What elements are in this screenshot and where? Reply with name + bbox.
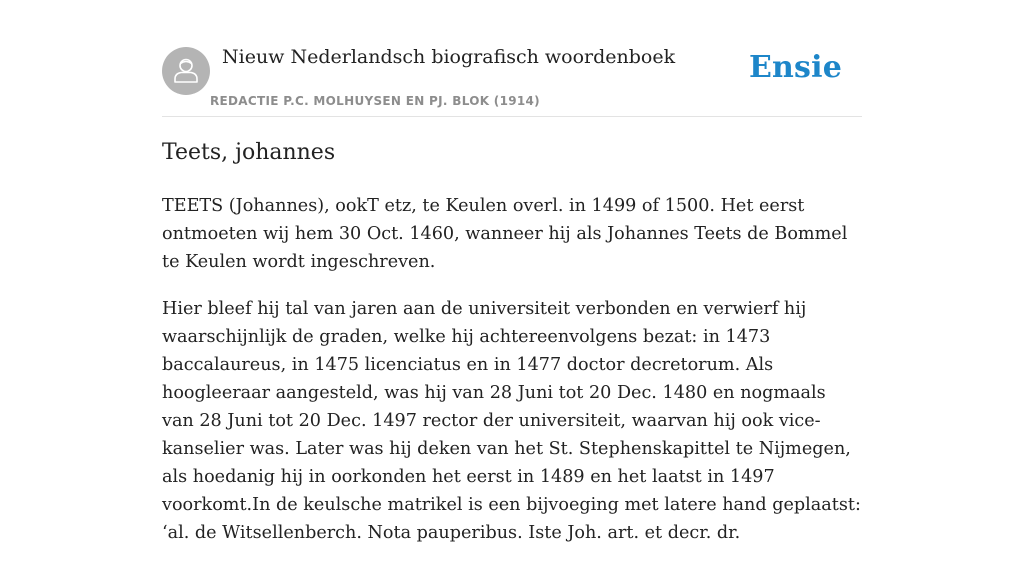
avatar[interactable] xyxy=(162,47,210,95)
entry-title: Teets, johannes xyxy=(162,140,336,165)
user-silhouette-icon xyxy=(162,47,210,95)
source-title-link[interactable]: Nieuw Nederlandsch biografisch woordenboek xyxy=(222,46,676,68)
entry-paragraph-1: TEETS (Johannes), ookT etz, te Keulen overl. in 1499 of 1500. Het eerst ontmoeten wij hem 30 Oct. 1460, wanneer hij als Johannes Teets de Bommel te Keulen wordt ingeschreven. xyxy=(162,196,848,272)
source-header xyxy=(162,44,862,117)
entry-paragraph-2: Hier bleef hij tal van jaren aan de universiteit verbonden en verwierf hij waarschijnlijk de graden, welke hij achtereenvolgens bezat: in 1473 baccalaureus, in 1475 licenciatus en in 1477 doctor decretorum. Als hoogleeraar aangesteld, was hij van 28 Juni tot 20 Dec. 1480 en nogmaals van 28 Juni tot 20 Dec. 1497 rector der universiteit, waarvan hij ook vice-kanselier was. Later was hij deken van het St. Stephenskapittel te Nijmegen, als hoedanig hij in oorkonden het eerst in 1489 en het laatst in 1497 voorkomt.In de keulsche matrikel is een bijvoeging met latere hand geplaatst: ‘al. de Witsellenberch. Nota pauperibus. Iste Joh. art. et decr. dr. xyxy=(162,299,861,543)
ensie-logo-link[interactable]: Ensie xyxy=(748,50,842,85)
entry-body xyxy=(162,192,862,566)
source-editors: REDACTIE P.C. MOLHUYSEN EN PJ. BLOK (1914) xyxy=(210,94,540,108)
